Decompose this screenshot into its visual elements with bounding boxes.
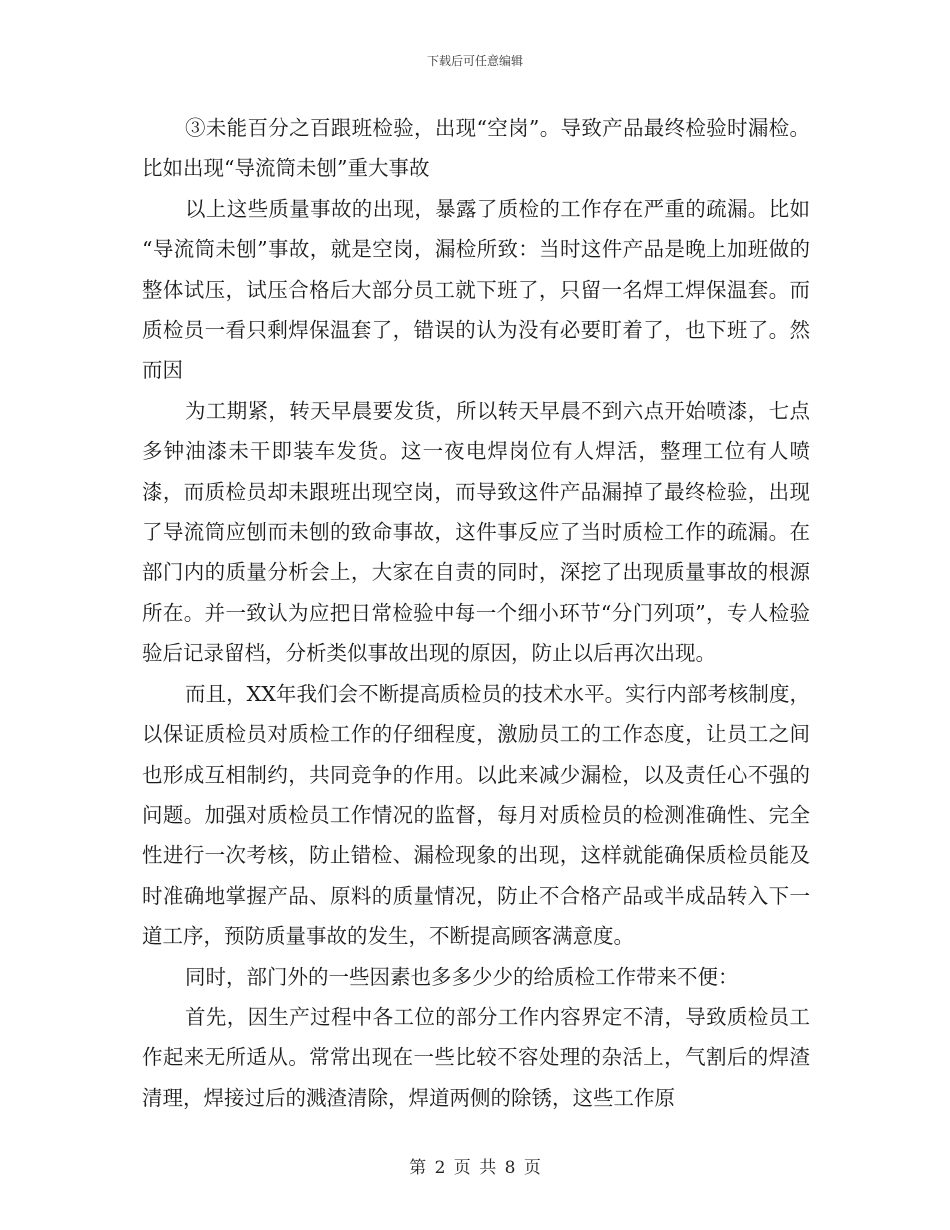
paragraph: 以上这些质量事故的出现，暴露了质检的工作存在严重的疏漏。比如 “导流筒未刨”事故，就是空岗，漏检所致：当时这件产品是晚上加班做的整体试压，试压合格后大部分员工就下班了，只留一名焊工焊保温套。而质检员一看只剩焊保温套了，错误的认为没有必要盯着了，也下班了。然而因	[142, 196, 810, 383]
paragraph: 首先，因生产过程中各工位的部分工作内容界定不清，导致质检员工作起来无所适从。常常出现在一些比较不容处理的杂活上，气割后的焊渣清理，焊接过后的溅渣清除，焊道两侧的除锈，这些工作原	[142, 1004, 810, 1110]
document-body	[142, 108, 810, 1118]
page-header: 下载后可任意编辑	[426, 54, 523, 68]
page-number-footer: 第 2 页 共 8 页	[409, 1158, 541, 1178]
paragraph: 同时，部门外的一些因素也多多少少的给质检工作带来不便：	[185, 964, 739, 989]
paragraph: ③未能百分之百跟班检验，出现“空岗”。导致产品最终检验时漏检。比如出现“导流筒未刨”重大事故	[142, 116, 810, 181]
paragraph: 而且，XX年我们会不断提高质检员的技术水平。实行内部考核制度，以保证质检员对质检工作的仔细程度，激励员工的工作态度，让员工之间也形成互相制约，共同竞争的作用。以此来减少漏检，以及责任心不强的问题。加强对质检员工作情况的监督，每月对质检员的检测准确性、完全性进行一次考核，防止错检、漏检现象的出现，这样就能确保质检员能及时准确地掌握产品、原料的质量情况，防止不合格产品或半成品转入下一道工序，预防质量事故的发生，不断提高顾客满意度。	[142, 681, 810, 949]
paragraph: 为工期紧，转天早晨要发货，所以转天早晨不到六点开始喷漆，七点多钟油漆未干即装车发货。这一夜电焊岗位有人焊活，整理工位有人喷漆，而质检员却未跟班出现空岗，而导致这件产品漏掉了最终检验，出现了导流筒应刨而未刨的致命事故，这件事反应了当时质检工作的疏漏。在部门内的质量分析会上，大家在自责的同时，深挖了出现质量事故的根源所在。并一致认为应把日常检验中每一个细小环节“分门列项”，专人检验验后记录留档，分析类似事故出现的原因，防止以后再次出现。	[142, 398, 810, 666]
